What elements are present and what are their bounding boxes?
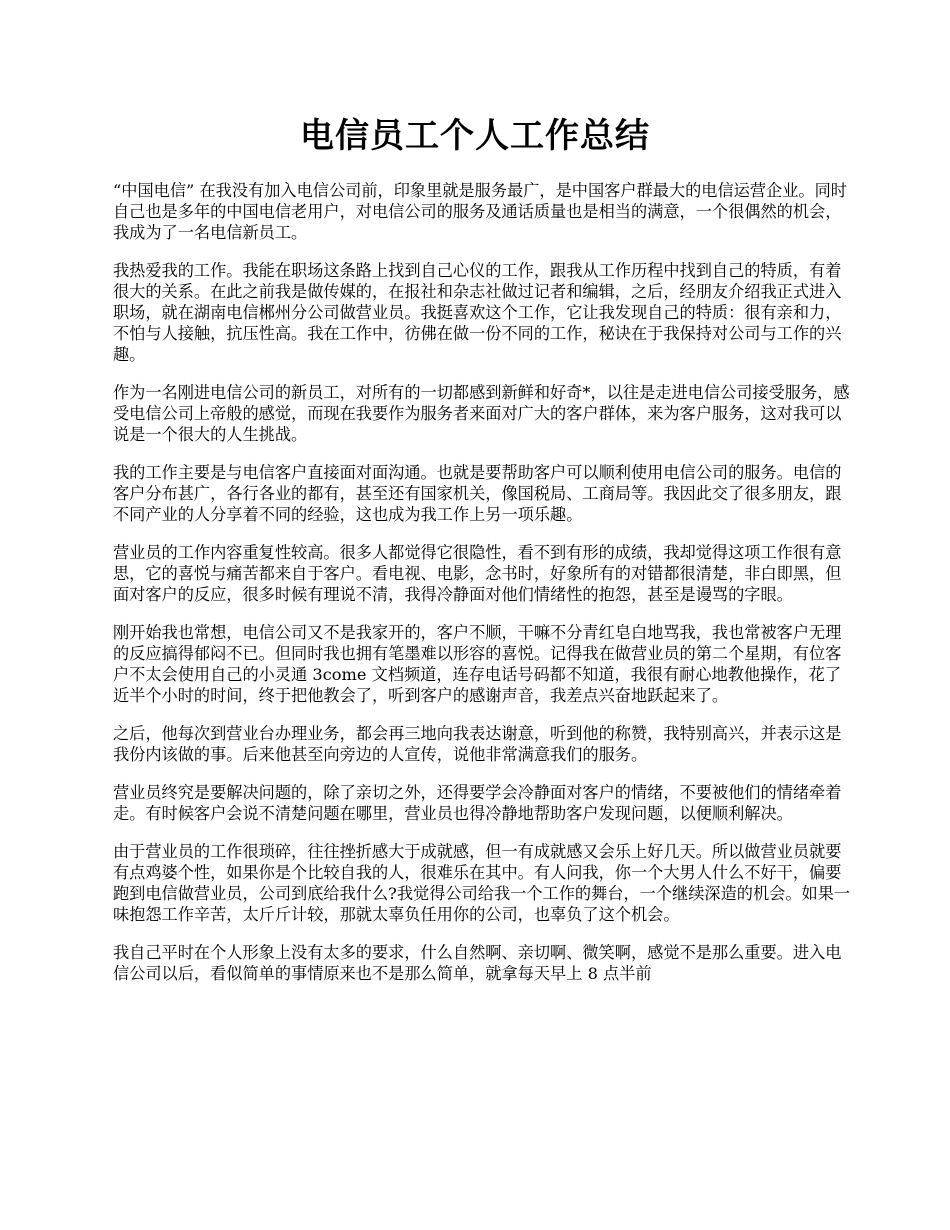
paragraph-4: 我的工作主要是与电信客户直接面对面沟通。也就是要帮助客户可以顺利使用电信公司的服务。电信的客户分布甚广，各行各业的都有，甚至还有国家机关，像国税局、工商局等。我因此交了很多朋友，跟不同产业的人分享着不同的经验，这也成为我工作上另一项乐趣。 [113, 463, 842, 524]
paragraph-8: 营业员终究是要解决问题的，除了亲切之外，还得要学会冷静面对客户的情绪，不要被他们的情绪牵着走。有时候客户会说不清楚问题在哪里，营业员也得冷静地帮助客户发现问题，以便顺利解决。 [113, 783, 842, 823]
paragraph-2: 我热爱我的工作。我能在职场这条路上找到自己心仪的工作，跟我从工作历程中找到自己的特质，有着很大的关系。在此之前我是做传媒的，在报社和杂志社做过记者和编辑，之后，经朋友介绍我正式进入职场，就在湖南电信郴州分公司做营业员。我挺喜欢这个工作，它让我发现自己的特质：很有亲和力，不怕与人接触，抗压性高。我在工作中，彷佛在做一份不同的工作，秘诀在于我保持对公司与工作的兴趣。 [113, 261, 842, 364]
paragraph-1: “中国电信” 在我没有加入电信公司前，印象里就是服务最广，是中国客户群最大的电信运营企业。同时自己也是多年的中国电信老用户，对电信公司的服务及通话质量也是相当的满意，一个很偶然的机会，我成为了一名电信新员工。 [113, 181, 847, 242]
paragraph-3: 作为一名刚进电信公司的新员工，对所有的一切都感到新鲜和好奇*，以往是走进电信公司接受服务，感受电信公司上帝般的感觉，而现在我要作为服务者来面对广大的客户群体，来为客户服务，这对我可以说是一个很大的人生挑战。 [113, 383, 850, 444]
paragraph-7: 之后，他每次到营业台办理业务，都会再三地向我表达谢意，听到他的称赞，我特别高兴，并表示这是我份内该做的事。后来他甚至向旁边的人宣传，说他非常满意我们的服务。 [113, 724, 842, 764]
paragraph-5: 营业员的工作内容重复性较高。很多人都觉得它很隐性，看不到有形的成绩，我却觉得这项工作很有意思，它的喜悦与痛苦都来自于客户。看电视、电影，念书时，好象所有的对错都很清楚，非白即黑，但面对客户的反应，很多时候有理说不清，我得冷静面对他们情绪性的抱怨，甚至是谩骂的字眼。 [113, 543, 842, 604]
paragraph-6: 刚开始我也常想，电信公司又不是我家开的，客户不顺，干嘛不分青红皂白地骂我，我也常被客户无理的反应搞得郁闷不已。但同时我也拥有笔墨难以形容的喜悦。记得我在做营业员的第二个星期，有位客户不太会使用自己的小灵通 3come 文档频道，连存电话号码都不知道，我很有耐心地教他操作，花了近半个小时的时间，终于把他教会了，听到客户的感谢声音，我差点兴奋地跃起来了。 [113, 623, 842, 705]
document-body [113, 180, 853, 1001]
document-title: 电信员工个人工作总结 [300, 116, 650, 156]
paragraph-9: 由于营业员的工作很琐碎，往往挫折感大于成就感，但一有成就感又会乐上好几天。所以做营业员就要有点鸡婆个性，如果你是个比较自我的人，很难乐在其中。有人问我，你一个大男人什么不好干，偏要跑到电信做营业员，公司到底给我什么?我觉得公司给我一个工作的舞台，一个继续深造的机会。如果一味抱怨工作辛苦，太斤斤计较，那就太辜负任用你的公司，也辜负了这个机会。 [113, 842, 851, 924]
paragraph-10: 我自己平时在个人形象上没有太多的要求，什么自然啊、亲切啊、微笑啊，感觉不是那么重要。进入电信公司以后，看似简单的事情原来也不是那么简单，就拿每天早上 8 点半前 [113, 943, 842, 983]
